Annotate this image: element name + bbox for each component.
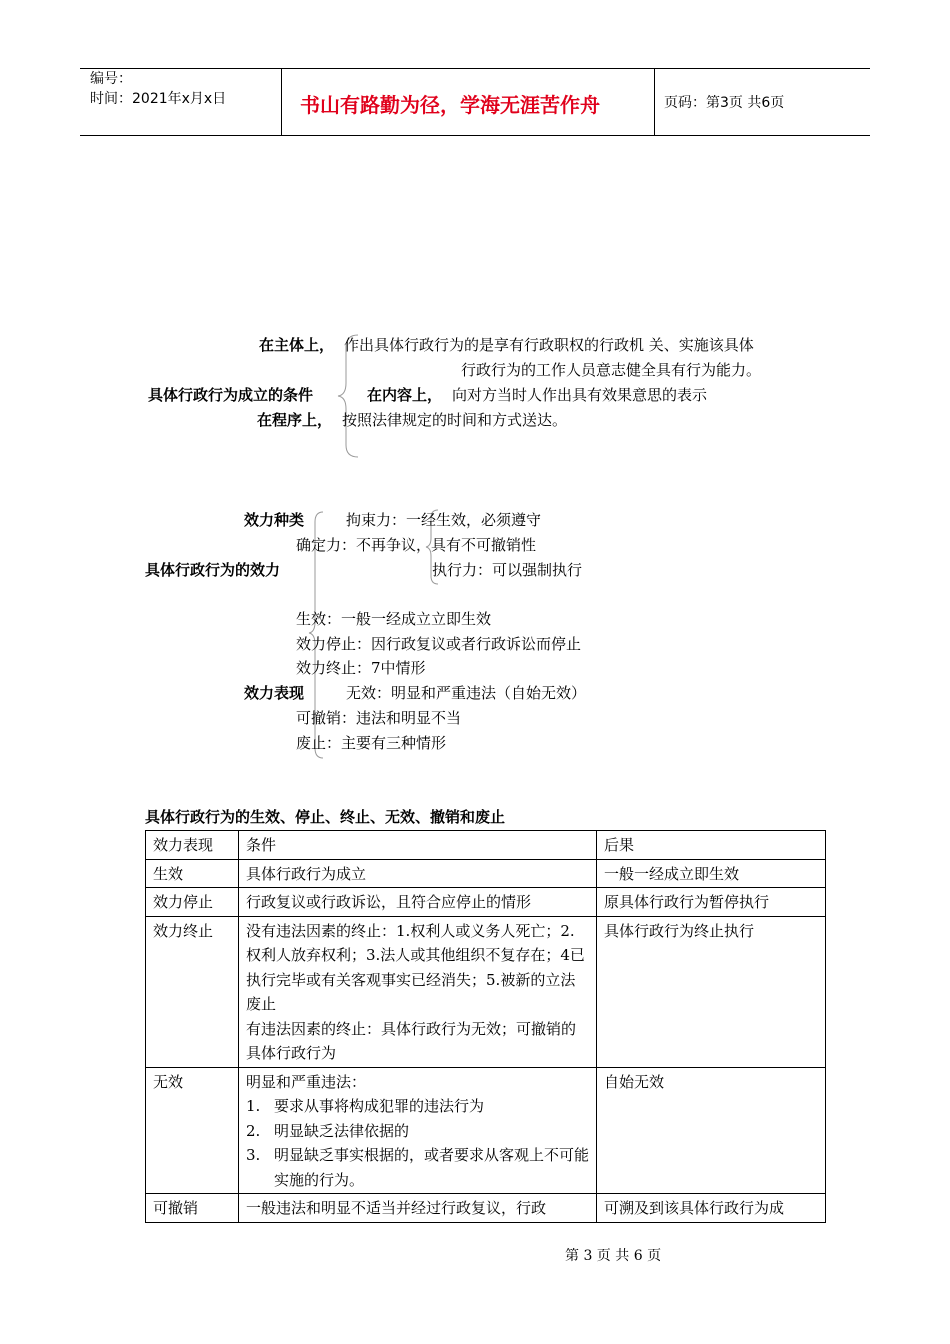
table-cell-condition: 具体行政行为成立 [239,859,597,888]
table-cell-condition [239,916,597,1067]
table-row [146,916,826,1067]
manifest-suspend: 效力停止：因行政复议或者行政诉讼而停止 [296,635,582,653]
list-item [246,1094,589,1119]
list-number: 3. [246,1146,261,1164]
page-indicator: 页码：第3页 共6页 [664,95,785,111]
table-cell-condition [239,1067,597,1194]
condition-label-content: 在内容上， [367,386,443,404]
effect-type-finality: 确定力：不再争议，具有不可撤销性 [296,536,537,554]
conditions-title: 具体行政行为成立的条件 [148,386,314,404]
table-caption: 具体行政行为的生效、停止、终止、无效、撤销和废止 [145,808,506,826]
table-header-cell: 效力表现 [146,831,239,860]
list-item [246,1143,589,1192]
header-divider-left [281,68,282,136]
page-footer: 第 3 页 共 6 页 [565,1248,662,1264]
effect-table [145,830,826,1223]
table-cell-result: 自始无效 [597,1067,826,1194]
condition-label-procedure: 在程序上， [257,411,333,429]
condition-intro: 明显和严重违法： [246,1072,367,1091]
table-cell-name: 生效 [146,859,239,888]
header-top-rule [80,68,870,69]
doc-number-label: 编号： [90,71,132,87]
table-row [146,1194,826,1223]
table-cell-name: 可撤销 [146,1194,239,1223]
condition-text-subject: 作出具体行政行为的是享有行政职权的行政机 关、实施该具体 [344,336,754,354]
list-text: 明显缺乏事实根据的，或者要求从客观上不可能实施的行为。 [274,1146,590,1189]
table-cell-result: 具体行政行为终止执行 [597,916,826,1067]
manifest-void: 无效：明显和严重违法（自始无效） [346,684,587,702]
table-cell-result: 原具体行政行为暂停执行 [597,888,826,917]
table-row [146,1067,826,1194]
list-number: 1. [246,1097,261,1115]
effect-type-binding: 拘束力：一经生效，必须遵守 [346,511,542,529]
manifest-take-effect: 生效：一般一经成立立即生效 [296,610,492,628]
list-item [246,1119,589,1144]
table-cell-result: 可溯及到该具体行政行为成 [597,1194,826,1223]
table-header-cell: 后果 [597,831,826,860]
condition-text-content: 向对方当时人作出具有效果意思的表示 [452,386,708,404]
header-divider-right [654,68,655,136]
effect-type-enforcement: 执行力：可以强制执行 [432,561,583,579]
effect-types-label: 效力种类 [244,511,305,529]
header-bottom-rule [80,135,870,136]
condition-text-procedure: 按照法律规定的时间和方式送达。 [342,411,568,429]
table-header-row [146,831,826,860]
condition-text-subject-cont: 行政行为的工作人员意志健全具有行为能力。 [461,361,762,379]
effect-manifest-label: 效力表现 [244,684,305,702]
manifest-revocable: 可撤销：违法和明显不当 [296,709,462,727]
condition-illegal: 有违法因素的终止：具体行政行为无效；可撤销的具体行政行为 [246,1019,577,1062]
condition-label-subject: 在主体上， [259,336,335,354]
table-row [146,859,826,888]
list-number: 2. [246,1121,261,1140]
manifest-terminate: 效力终止：7中情形 [296,659,426,677]
table-cell-name: 无效 [146,1067,239,1194]
table-cell-condition: 一般违法和明显不适当并经过行政复议，行政 [239,1194,597,1223]
effect-title: 具体行政行为的效力 [145,561,281,579]
condition-no-illegal: 没有违法因素的终止：1.权利人或义务人死亡；2.权利人放弃权利；3.法人或其他组织不复存在；4已执行完毕或有关客观事实已经消失；5.被新的立法废止 [246,921,585,1013]
list-text: 要求从事将构成犯罪的违法行为 [274,1097,485,1115]
table-cell-name: 效力停止 [146,888,239,917]
table-cell-name: 效力终止 [146,916,239,1067]
table-cell-result: 一般一经成立即生效 [597,859,826,888]
table-header-cell: 条件 [239,831,597,860]
manifest-abolish: 废止：主要有三种情形 [296,734,447,752]
list-text: 明显缺乏法律依据的 [274,1121,410,1140]
table-row [146,888,826,917]
doc-time-label: 时间：2021年x月x日 [90,91,227,107]
motto: 书山有路勤为径，学海无涯苦作舟 [300,93,600,117]
table-cell-condition: 行政复议或行政诉讼，且符合应停止的情形 [239,888,597,917]
